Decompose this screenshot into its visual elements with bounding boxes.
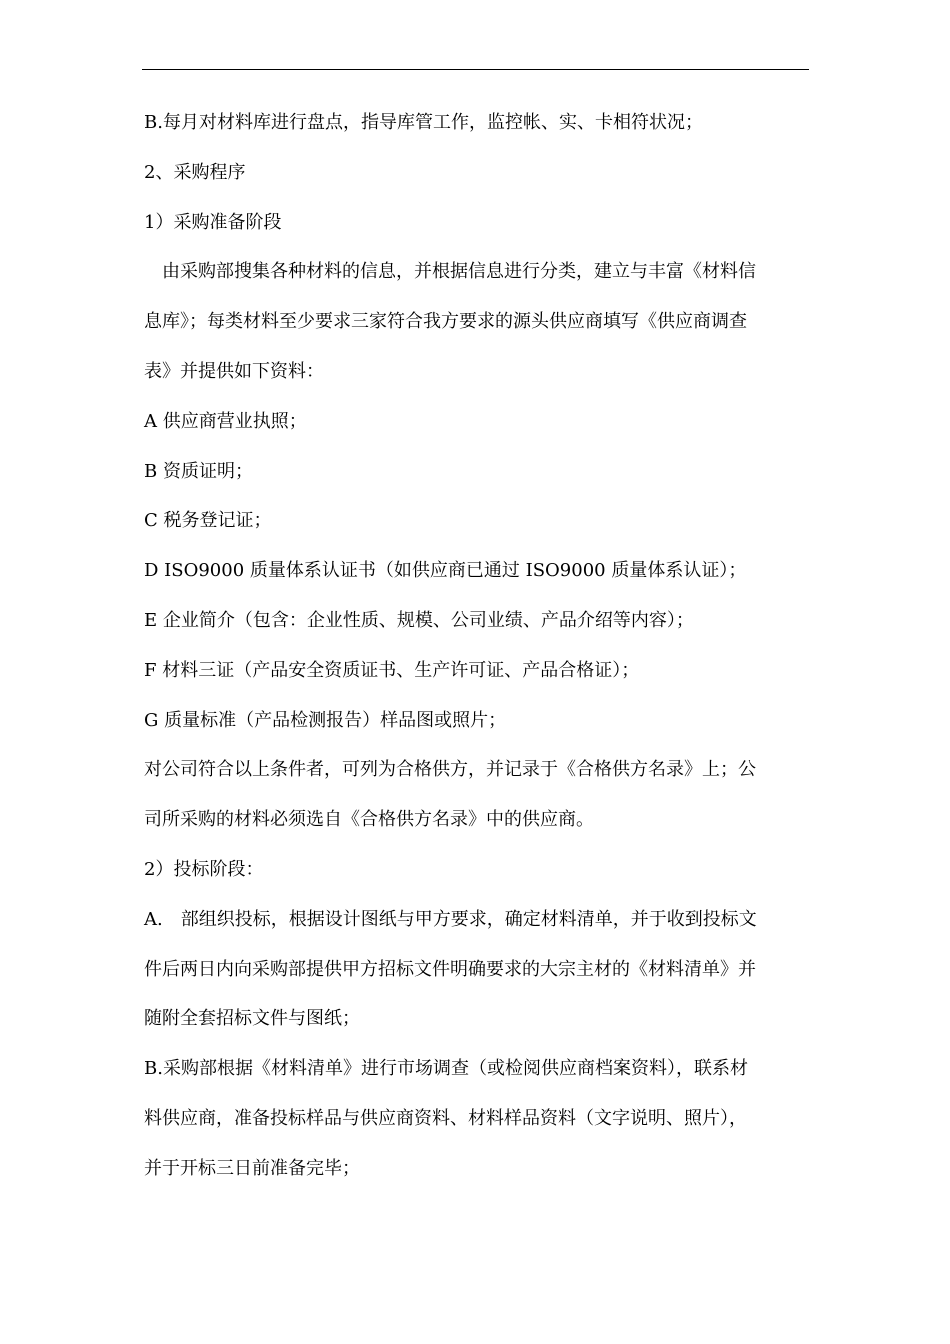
list-item: D ISO9000 质量体系认证书（如供应商已通过 ISO9000 质量体系认证）； (144, 560, 747, 582)
paragraph-line: 息库》；每类材料至少要求三家符合我方要求的源头供应商填写《供应商调查 (144, 311, 747, 333)
paragraph-line: 由采购部搜集各种材料的信息，并根据信息进行分类，建立与丰富《材料信 (162, 261, 756, 283)
list-item: F 材料三证（产品安全资质证书、生产许可证、产品合格证）； (144, 659, 640, 681)
paragraph-line: 对公司符合以上条件者，可列为合格供方，并记录于《合格供方名录》上；公 (144, 759, 756, 781)
paragraph-line: 料供应商，准备投标样品与供应商资料、材料样品资料（文字说明、照片）， (144, 1107, 747, 1129)
paragraph-line: 司所采购的材料必须选自《合格供方名录》中的供应商。 (144, 809, 594, 831)
paragraph-line: 随附全套招标文件与图纸； (144, 1008, 360, 1030)
list-item: C 税务登记证； (144, 510, 272, 532)
list-item: E 企业简介（包含：企业性质、规模、公司业绩、产品介绍等内容）； (144, 609, 694, 631)
subsection-heading: 1）采购准备阶段 (144, 211, 282, 233)
paragraph-line: B.每月对材料库进行盘点，指导库管工作，监控帐、实、卡相符状况； (144, 112, 703, 133)
subsection-heading: 2）投标阶段： (144, 858, 264, 880)
paragraph-line: 并于开标三日前准备完毕； (144, 1157, 360, 1179)
list-item: A 供应商营业执照； (144, 410, 307, 432)
paragraph-line: A. 部组织投标，根据设计图纸与甲方要求，确定材料清单，并于收到投标文 (144, 908, 757, 930)
list-item: G 质量标准（产品检测报告）样品图或照片； (144, 709, 507, 731)
paragraph-line: 表》并提供如下资料： (144, 360, 324, 382)
list-item: B 资质证明； (144, 460, 253, 482)
paragraph-line: 件后两日内向采购部提供甲方招标文件明确要求的大宗主材的《材料清单》并 (144, 958, 756, 980)
header-rule (142, 69, 809, 70)
paragraph-line: B.采购部根据《材料清单》进行市场调查（或检阅供应商档案资料），联系材 (144, 1058, 748, 1080)
document-body (144, 98, 804, 1194)
section-heading: 2、采购程序 (144, 161, 246, 183)
